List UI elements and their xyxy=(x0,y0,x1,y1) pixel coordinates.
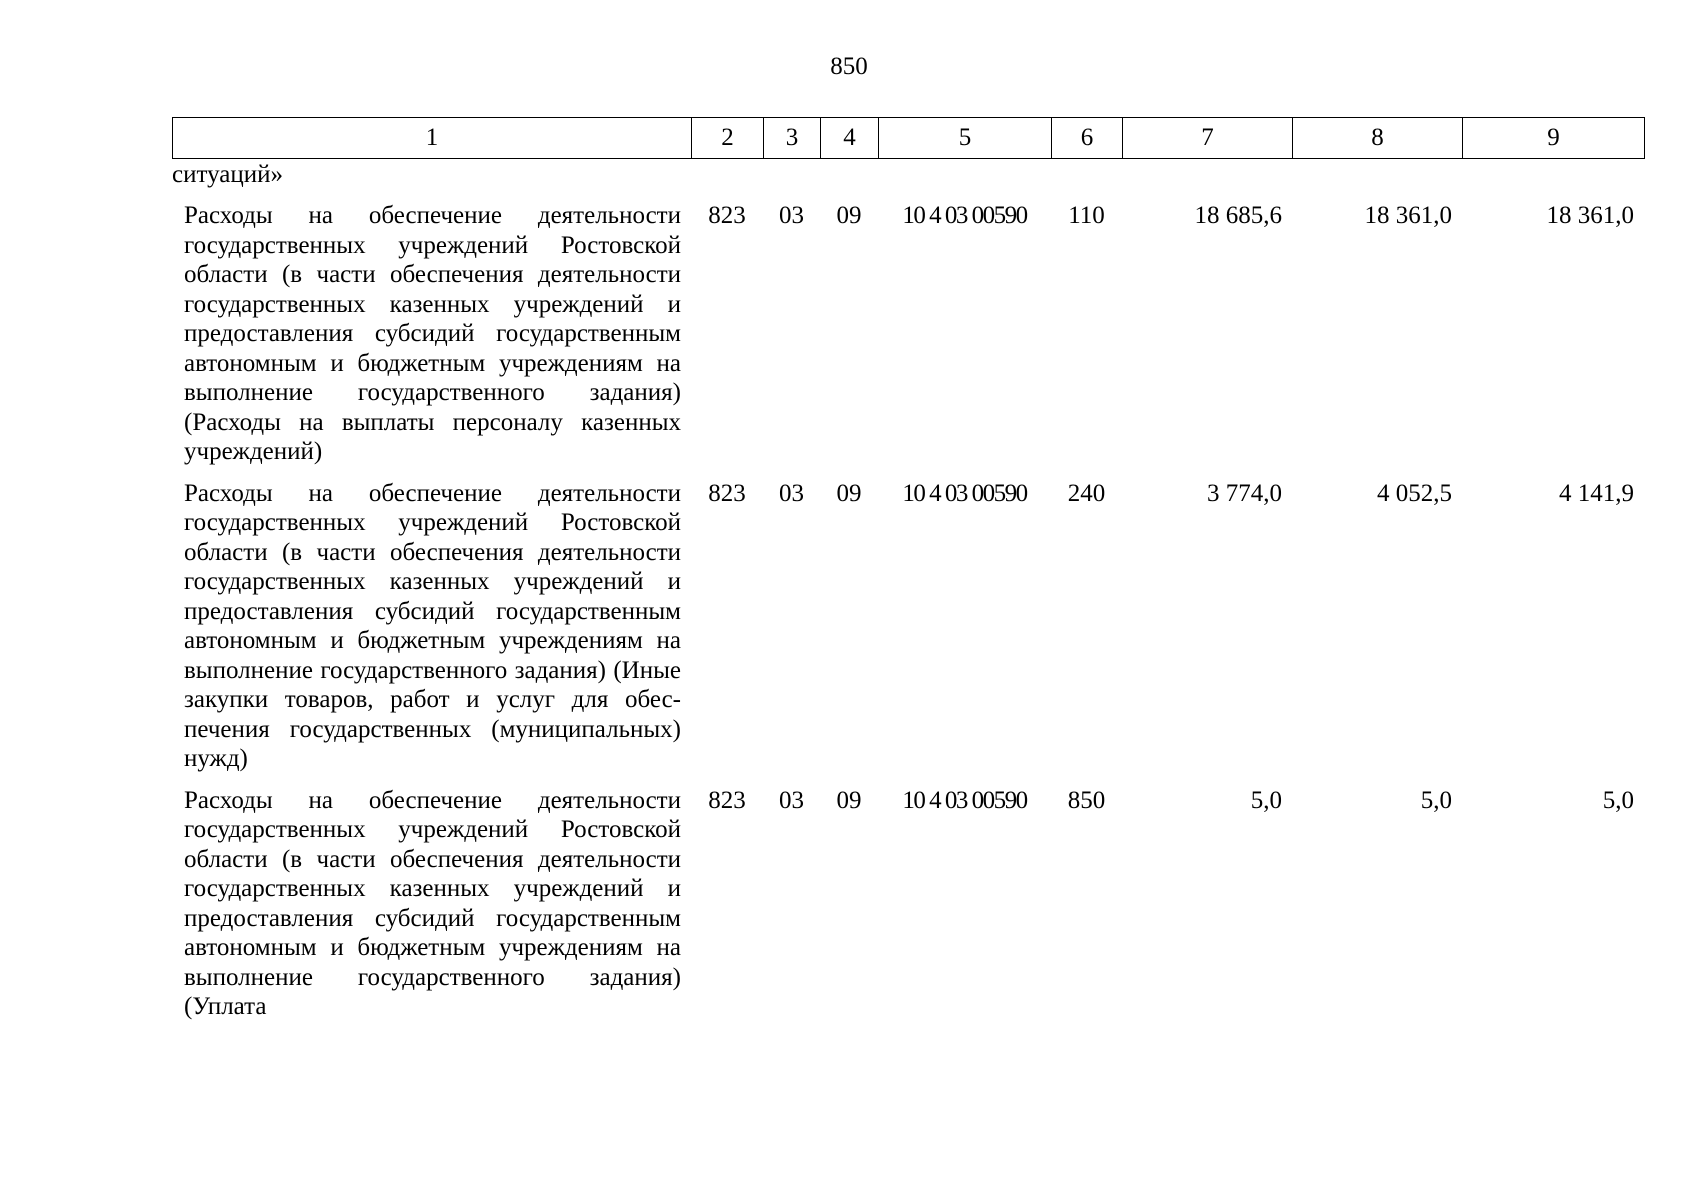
row-col6: 240 xyxy=(1067,479,1106,507)
row-col8: 5,0 xyxy=(1420,786,1452,814)
row-description: Расходы на обеспечение деятельности государственных учреждений Ростовской области (в части обеспечения деятельности государственных казенных учреждений и предоставления субсидий государственным автономным и бюджетным учреждениям на выполнение государственного задания) (Уплата xyxy=(184,786,681,1020)
column-header-table xyxy=(172,117,1645,159)
header-cell: 5 xyxy=(879,118,1052,159)
header-cell: 8 xyxy=(1293,118,1463,159)
row-col3: 03 xyxy=(779,479,804,507)
header-cell: 9 xyxy=(1463,118,1645,159)
row-col2: 823 xyxy=(708,479,746,507)
header-cell: 1 xyxy=(173,118,692,159)
row-col7: 5,0 xyxy=(1250,786,1282,814)
row-col3: 03 xyxy=(779,202,804,229)
row-col3: 03 xyxy=(779,786,804,814)
row-col5: 10 4 03 00590 xyxy=(902,786,1027,814)
row-col9: 5,0 xyxy=(1602,786,1634,814)
row-col9: 18 361,0 xyxy=(1546,202,1634,229)
row-description: Расходы на обеспечение деятельности государственных учреждений Ростовской области (в части обеспечения деятельности государственных казенных учреждений и предоставления субсидий государственным автономным и бюджетным учреждениям на выполнение государственного задания) (Иные закупки товаров, работ и услуг для обеспечения государственных (муниципальных) нужд) xyxy=(184,479,681,772)
table-row xyxy=(172,786,1644,1022)
row-col8: 4 052,5 xyxy=(1377,479,1452,507)
row-col6: 110 xyxy=(1068,202,1105,229)
row-col8: 18 361,0 xyxy=(1364,202,1452,229)
table-row xyxy=(172,479,1644,786)
row-col9: 4 141,9 xyxy=(1559,479,1634,507)
carryover-text: ситуаций» xyxy=(172,161,283,188)
row-description: Расходы на обеспечение деятельности государственных учреждений Ростовской области (в части обеспечения деятельности государственных казенных учреждений и предоставления субсидий государственным автономным и бюджетным учреждениям на выполнение государственного задания) (Расходы на выплаты персоналу казенных учреждений) xyxy=(184,202,681,465)
row-col2: 823 xyxy=(708,786,746,814)
header-cell: 7 xyxy=(1123,118,1293,159)
row-col5: 10 4 03 00590 xyxy=(902,202,1027,229)
row-col2: 823 xyxy=(708,202,746,229)
row-col7: 3 774,0 xyxy=(1207,479,1282,507)
header-row xyxy=(173,118,1645,159)
row-col6: 850 xyxy=(1067,786,1106,814)
row-col5: 10 4 03 00590 xyxy=(902,479,1027,507)
header-cell: 6 xyxy=(1052,118,1123,159)
header-cell: 3 xyxy=(764,118,821,159)
page-number: 850 xyxy=(830,53,868,80)
header-cell: 2 xyxy=(692,118,764,159)
budget-rows-table xyxy=(172,201,1644,1022)
row-col4: 09 xyxy=(836,786,862,814)
header-cell: 4 xyxy=(821,118,879,159)
row-col4: 09 xyxy=(836,202,862,229)
table-row xyxy=(172,201,1644,479)
row-col4: 09 xyxy=(836,479,862,507)
row-col7: 18 685,6 xyxy=(1194,202,1282,229)
